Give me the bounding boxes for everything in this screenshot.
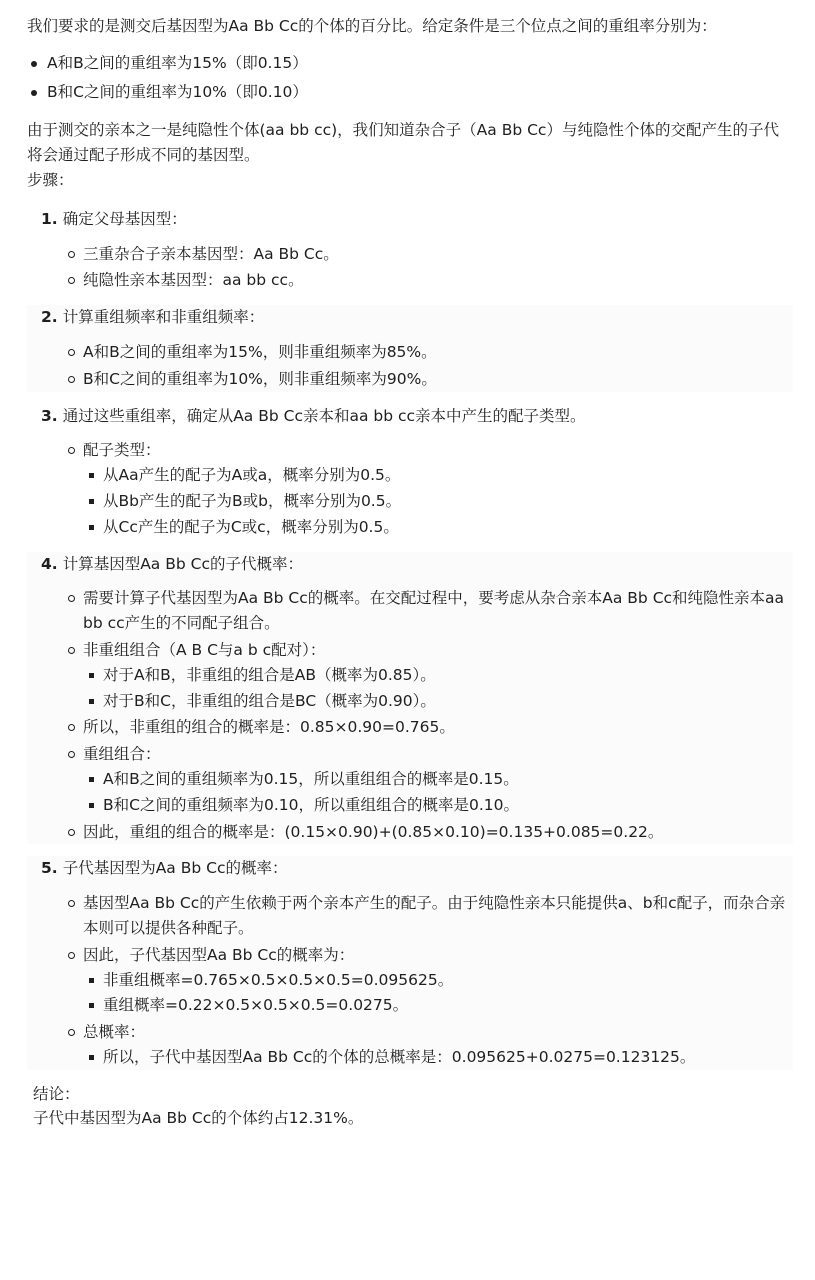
step-number: 2. — [41, 308, 58, 327]
step-item — [67, 891, 793, 941]
sub-item: B和C之间的重组频率为0.10，所以重组组合的概率是0.10。 — [87, 793, 793, 818]
step-item — [67, 820, 793, 845]
step-item-text: 非重组组合（A B C与a b c配对）： — [83, 640, 326, 659]
step-item-text: 所以，非重组的组合的概率是：0.85×0.90=0.765。 — [83, 718, 455, 737]
step-item — [67, 943, 793, 1018]
step-item-text: 三重杂合子亲本基因型：Aa Bb Cc。 — [83, 244, 339, 263]
step-item — [67, 367, 793, 392]
step-heading — [27, 207, 793, 232]
conclusion-text: 子代中基因型为Aa Bb Cc的个体约占12.31%。 — [33, 1109, 364, 1128]
sub-items — [83, 1045, 793, 1070]
step-items — [27, 586, 793, 844]
step-3 — [27, 404, 793, 540]
explanation-text: 由于测交的亲本之一是纯隐性个体(aa bb cc)，我们知道杂合子（Aa Bb Cc）与纯隐性个体的交配产生的子代将会通过配子形成不同的基因型。 — [27, 121, 779, 165]
step-heading — [27, 856, 793, 881]
step-number: 4. — [41, 554, 58, 573]
sub-items — [83, 767, 793, 818]
sub-item: A和B之间的重组频率为0.15，所以重组组合的概率是0.15。 — [87, 767, 793, 792]
step-item-text: 重组组合： — [83, 745, 161, 764]
step-heading — [27, 552, 793, 577]
sub-item: 从Aa产生的配子为A或a，概率分别为0.5。 — [87, 463, 793, 488]
given-item: B和C之间的重组率为10%（即0.10） — [27, 80, 793, 105]
step-item-text: B和C之间的重组率为10%，则非重组频率为90%。 — [83, 369, 437, 388]
steps-list — [27, 207, 793, 1070]
step-item-text: 总概率： — [83, 1023, 146, 1042]
step-number: 1. — [41, 209, 58, 228]
step-title: 通过这些重组率，确定从Aa Bb Cc亲本和aa bb cc亲本中产生的配子类型。 — [62, 406, 586, 425]
step-items — [27, 891, 793, 1070]
step-number: 3. — [41, 406, 58, 425]
conclusion-label: 结论： — [33, 1084, 80, 1103]
sub-item: 非重组概率=0.765×0.5×0.5×0.5=0.095625。 — [87, 968, 793, 993]
step-4 — [27, 552, 793, 845]
step-number: 5. — [41, 859, 58, 878]
step-item — [67, 340, 793, 365]
step-item — [67, 638, 793, 713]
step-item-text: 配子类型： — [83, 441, 161, 460]
step-item-text: 基因型Aa Bb Cc的产生依赖于两个亲本产生的配子。由于纯隐性亲本只能提供a、b和c配子，而杂合亲本则可以提供各种配子。 — [83, 894, 786, 937]
step-item-text: A和B之间的重组率为15%，则非重组频率为85%。 — [83, 342, 437, 361]
step-title: 计算重组频率和非重组频率： — [62, 308, 265, 327]
step-item — [67, 715, 793, 740]
step-heading — [27, 404, 793, 429]
sub-item: 对于B和C，非重组的组合是BC（概率为0.90）。 — [87, 689, 793, 714]
step-item — [67, 742, 793, 817]
step-5 — [27, 856, 793, 1069]
sub-item: 从Bb产生的配子为B或b，概率分别为0.5。 — [87, 489, 793, 514]
step-title: 确定父母基因型： — [62, 209, 187, 228]
step-item-text: 因此，子代基因型Aa Bb Cc的概率为： — [83, 945, 355, 964]
given-item: A和B之间的重组率为15%（即0.15） — [27, 51, 793, 76]
step-item — [67, 586, 793, 636]
step-item-text: 因此，重组的组合的概率是：(0.15×0.90)+(0.85×0.10)=0.135+0.085=0.22。 — [83, 822, 664, 841]
given-list — [27, 51, 793, 105]
intro-text: 我们要求的是测交后基因型为Aa Bb Cc的个体的百分比。给定条件是三个位点之间的重组率分别为： — [27, 17, 717, 35]
sub-item: 所以，子代中基因型Aa Bb Cc的个体的总概率是：0.095625+0.0275=0.123125。 — [87, 1045, 793, 1070]
step-item — [67, 268, 793, 293]
step-title: 子代基因型为Aa Bb Cc的概率： — [62, 859, 288, 878]
sub-items — [83, 463, 793, 539]
step-2 — [27, 305, 793, 391]
step-title: 计算基因型Aa Bb Cc的子代概率： — [62, 554, 303, 573]
conclusion — [27, 1082, 793, 1132]
step-item-text: 纯隐性亲本基因型：aa bb cc。 — [83, 271, 304, 290]
step-item — [67, 242, 793, 267]
sub-items — [83, 663, 793, 714]
step-1 — [27, 207, 793, 293]
sub-item: 重组概率=0.22×0.5×0.5×0.5=0.0275。 — [87, 993, 793, 1018]
step-items — [27, 242, 793, 294]
sub-items — [83, 968, 793, 1019]
step-item — [67, 1020, 793, 1070]
sub-item: 对于A和B，非重组的组合是AB（概率为0.85）。 — [87, 663, 793, 688]
step-items — [27, 438, 793, 539]
steps-label: 步骤： — [27, 170, 74, 189]
step-item-text: 需要计算子代基因型为Aa Bb Cc的概率。在交配过程中，要考虑从杂合亲本Aa Bb Cc和纯隐性亲本aa bb cc产生的不同配子组合。 — [83, 589, 785, 633]
step-heading — [27, 305, 793, 330]
step-item — [67, 438, 793, 539]
sub-item: 从Cc产生的配子为C或c，概率分别为0.5。 — [87, 515, 793, 540]
step-items — [27, 340, 793, 392]
